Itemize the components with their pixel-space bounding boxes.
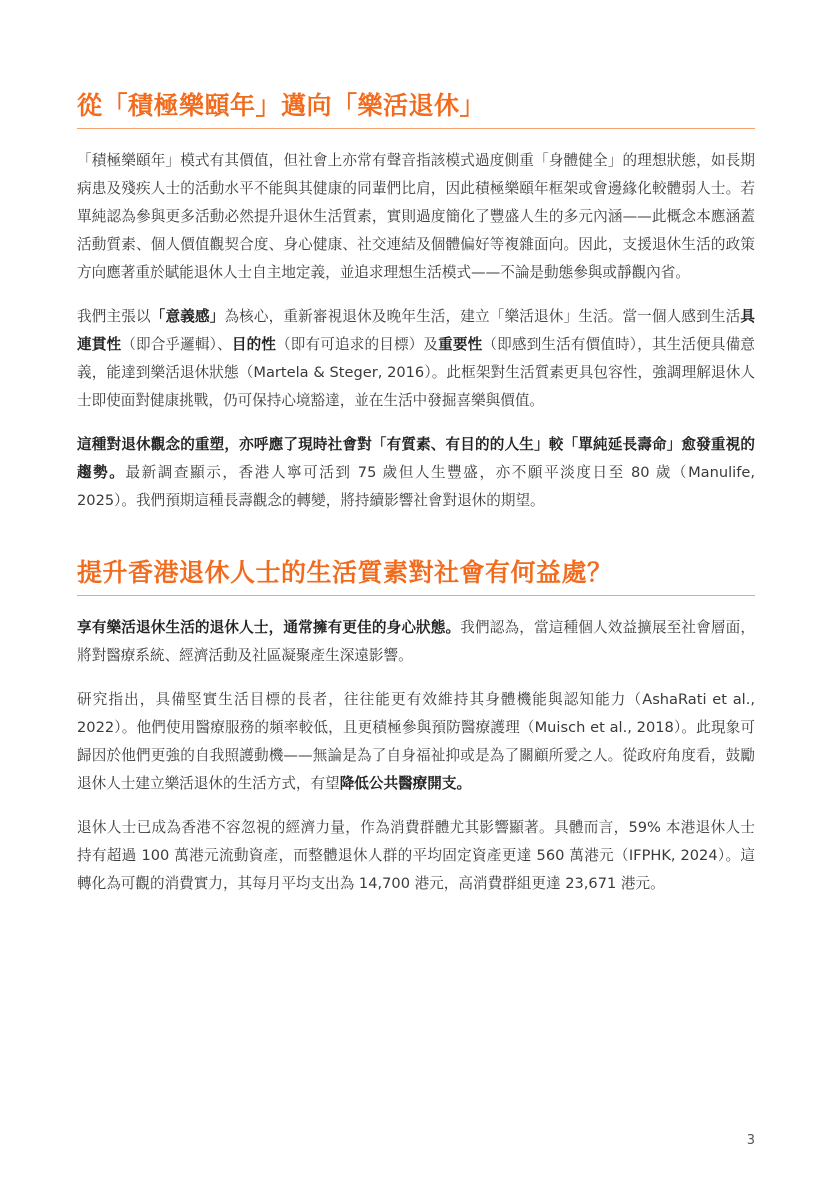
section-heading-lohas-retirement: 從「積極樂頤年」邁向「樂活退休」 [77,88,755,129]
page-number: 3 [746,1133,755,1148]
bold-run: 降低公共醫療開支。 [339,775,472,792]
paragraph-healthcare-research [77,686,755,798]
paragraph-economic-force: 退休人士已成為香港不容忽視的經濟力量，作為消費群體尤其影響顯著。具體而言，59% 本港退休人士持有超過 100 萬港元流動資產，而整體退休人群的平均固定資產更達 560 萬港元（IFPHK, 2024）。這轉化為可觀的消費實力，其每月平均支出為 14,700 港元，高消費群組更達 23,671 港元。 [77,819,755,892]
paragraph-longevity-trend [77,431,755,515]
text-run: 我們認為，當這種個人效益擴展至社會層面，將對醫療系統、經濟活動及社區凝聚產生深遠影響。 [77,619,755,664]
text-run: 我們主張以 [77,308,151,325]
paragraph-wellbeing [77,614,755,670]
text-run: （即有可追求的目標）及 [276,336,439,353]
bold-run: 享有樂活退休生活的退休人士，通常擁有更佳的身心狀態。 [77,619,461,636]
text-run: 為核心，重新審視退休及晚年生活，建立「樂活退休」生活。當一個人感到生活 [224,308,741,325]
text-run: （即合乎邏輯）、 [121,336,232,353]
page-content [77,88,755,914]
text-run: 研究指出，具備堅實生活目標的長者，往往能更有效維持其身體機能與認知能力（AshaRati et al., 2022）。他們使用醫療服務的頻率較低，且更積極參與預防醫療護理（Muisch et al., 2018）。此現象可歸因於他們更強的自我照護動機——無論是為了自身福祉抑或是為了關顧所愛之人。從政府角度看，鼓勵退休人士建立樂活退休的生活方式，有望 [77,691,755,792]
bold-run: 這種對退休觀念的重塑，亦呼應了現時社會對「有質素、有目的的人生」較「單純延長壽命」愈發重視的趨勢。 [77,436,755,481]
bold-run: 「意義感」 [150,308,225,325]
text-run: 最新調查顯示，香港人寧可活到 75 歲但人生豐盛，亦不願平淡度日至 80 歲（Manulife, 2025）。我們預期這種長壽觀念的轉變，將持續影響社會對退休的期望。 [77,464,755,509]
bold-run: 具連貫性 [77,308,755,353]
paragraph-sense-of-meaning [77,303,755,415]
bold-run: 目的性 [231,336,277,353]
section-heading-social-benefits: 提升香港退休人士的生活質素對社會有何益處？ [77,555,755,596]
text-run: （即感到生活有價值時），其生活便具備意義，能達到樂活退休狀態（Martela & Steger, 2016）。此框架對生活質素更具包容性，強調理解退休人士即使面對健康挑戰，仍可保持心境豁達，並在生活中發掘喜樂與價值。 [77,336,755,409]
bold-run: 重要性 [438,336,483,353]
paragraph-active-ageing-critique: 「積極樂頤年」模式有其價值，但社會上亦常有聲音指該模式過度側重「身體健全」的理想狀態，如長期病患及殘疾人士的活動水平不能與其健康的同輩們比肩，因此積極樂頤年框架或會邊緣化較體弱人士。若單純認為參與更多活動必然提升退休生活質素，實則過度簡化了豐盛人生的多元內涵——此概念本應涵蓋活動質素、個人價值觀契合度、身心健康、社交連結及個體偏好等複雜面向。因此，支援退休生活的政策方向應著重於賦能退休人士自主地定義，並追求理想生活模式——不論是動態參與或靜觀內省。 [77,152,755,281]
